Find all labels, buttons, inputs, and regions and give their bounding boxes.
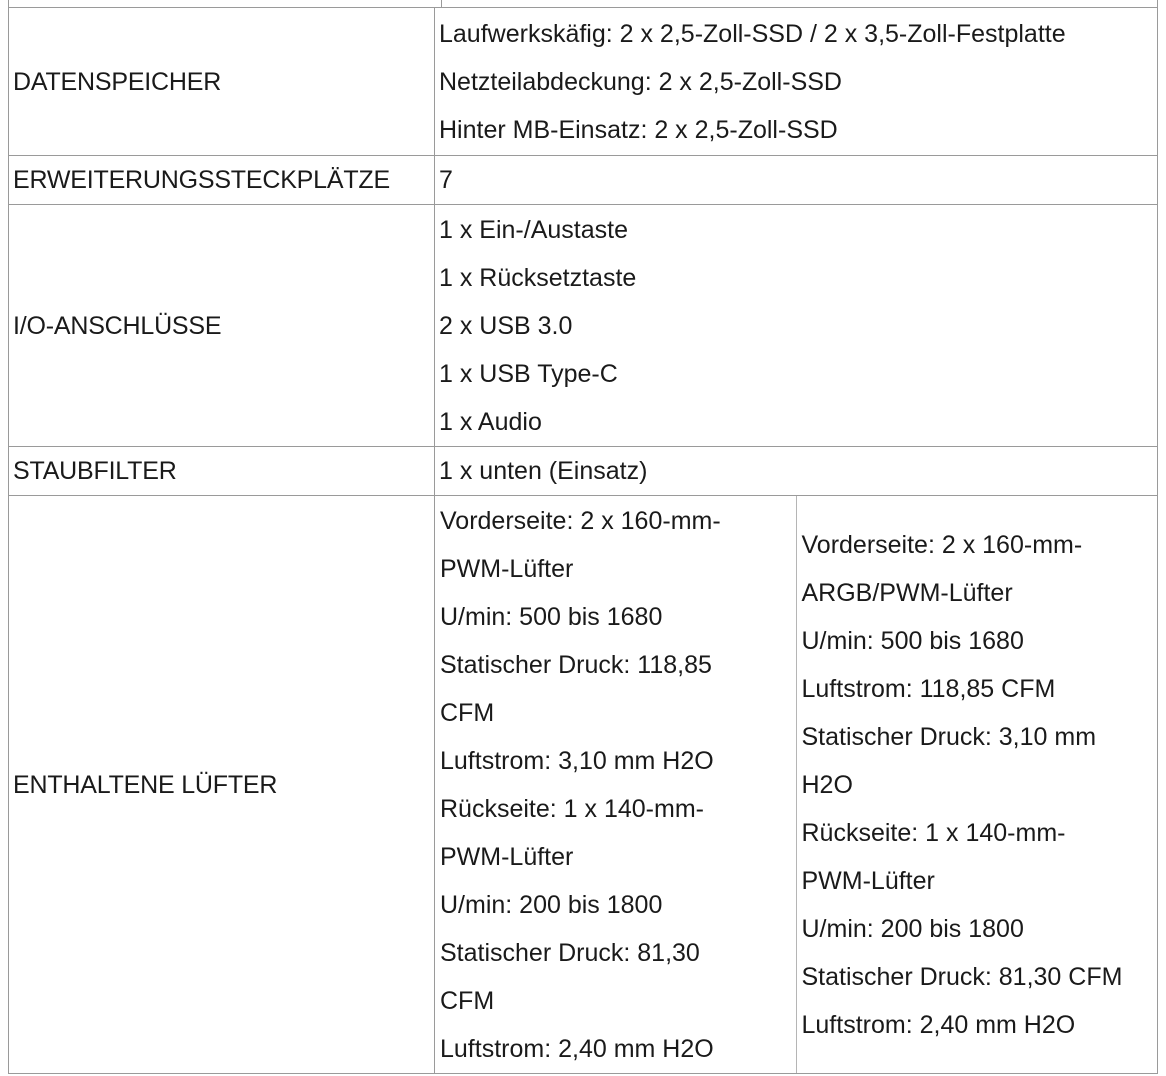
fan-b-line: Rückseite: 1 x 140-mm- [801, 818, 1066, 847]
row-value-io [435, 205, 1158, 447]
table-row-storage [9, 8, 1158, 156]
fan-b-line: Luftstrom: 2,40 mm H2O [801, 1010, 1076, 1039]
io-line: 1 x Audio [439, 407, 542, 436]
fan-a-line: Statischer Druck: 81,30 [440, 938, 700, 967]
fan-b-line: Statischer Druck: 3,10 mm [801, 722, 1097, 751]
table-top-edge [8, 0, 1158, 7]
fan-a-line: Luftstrom: 3,10 mm H2O [440, 746, 714, 775]
fans-column-b [796, 496, 1158, 1074]
io-line: 1 x Ein-/Austaste [439, 215, 628, 244]
io-line: 1 x Rücksetztaste [439, 263, 637, 292]
fan-a-line: U/min: 200 bis 1800 [440, 890, 663, 919]
fan-b-line: Statischer Druck: 81,30 CFM [801, 962, 1123, 991]
row-label-fans: ENTHALTENE LÜFTER [9, 496, 435, 1074]
io-line: 1 x USB Type-C [439, 359, 618, 388]
storage-line: Laufwerkskäfig: 2 x 2,5-Zoll-SSD / 2 x 3,5-Zoll-Festplatte [439, 19, 1066, 48]
fans-column-a [435, 496, 797, 1074]
row-label-slots: ERWEITERUNGSSTECKPLÄTZE [9, 156, 435, 205]
fan-a-line: U/min: 500 bis 1680 [440, 602, 663, 631]
fan-b-line: Luftstrom: 118,85 CFM [801, 674, 1056, 703]
fan-a-line: PWM-Lüfter [440, 842, 574, 871]
fan-b-line: H2O [801, 770, 853, 799]
storage-line: Hinter MB-Einsatz: 2 x 2,5-Zoll-SSD [439, 115, 838, 144]
fan-a-line: CFM [440, 698, 495, 727]
table-row-fans [9, 496, 1158, 1074]
fan-a-line: Luftstrom: 2,40 mm H2O [440, 1034, 714, 1063]
table-row-dust [9, 447, 1158, 496]
row-value-dust: 1 x unten (Einsatz) [435, 447, 1158, 496]
fan-b-line: PWM-Lüfter [801, 866, 935, 895]
table-row-io [9, 205, 1158, 447]
table-row-slots [9, 156, 1158, 205]
row-label-io: I/O-ANSCHLÜSSE [9, 205, 435, 447]
fan-a-line: CFM [440, 986, 495, 1015]
fan-b-line: U/min: 200 bis 1800 [801, 914, 1024, 943]
fan-a-line: PWM-Lüfter [440, 554, 574, 583]
fan-a-line: Statischer Druck: 118,85 [440, 650, 712, 679]
spec-table [8, 7, 1158, 1074]
row-value-slots: 7 [435, 156, 1158, 205]
storage-line: Netzteilabdeckung: 2 x 2,5-Zoll-SSD [439, 67, 842, 96]
io-line: 2 x USB 3.0 [439, 311, 573, 340]
row-label-dust: STAUBFILTER [9, 447, 435, 496]
row-label-storage: DATENSPEICHER [9, 8, 435, 156]
fan-a-line: Rückseite: 1 x 140-mm- [440, 794, 704, 823]
fan-b-line: ARGB/PWM-Lüfter [801, 578, 1013, 607]
fan-b-line: U/min: 500 bis 1680 [801, 626, 1024, 655]
fan-b-line: Vorderseite: 2 x 160-mm- [801, 530, 1083, 559]
row-value-storage [435, 8, 1158, 156]
fan-a-line: Vorderseite: 2 x 160-mm- [440, 506, 721, 535]
